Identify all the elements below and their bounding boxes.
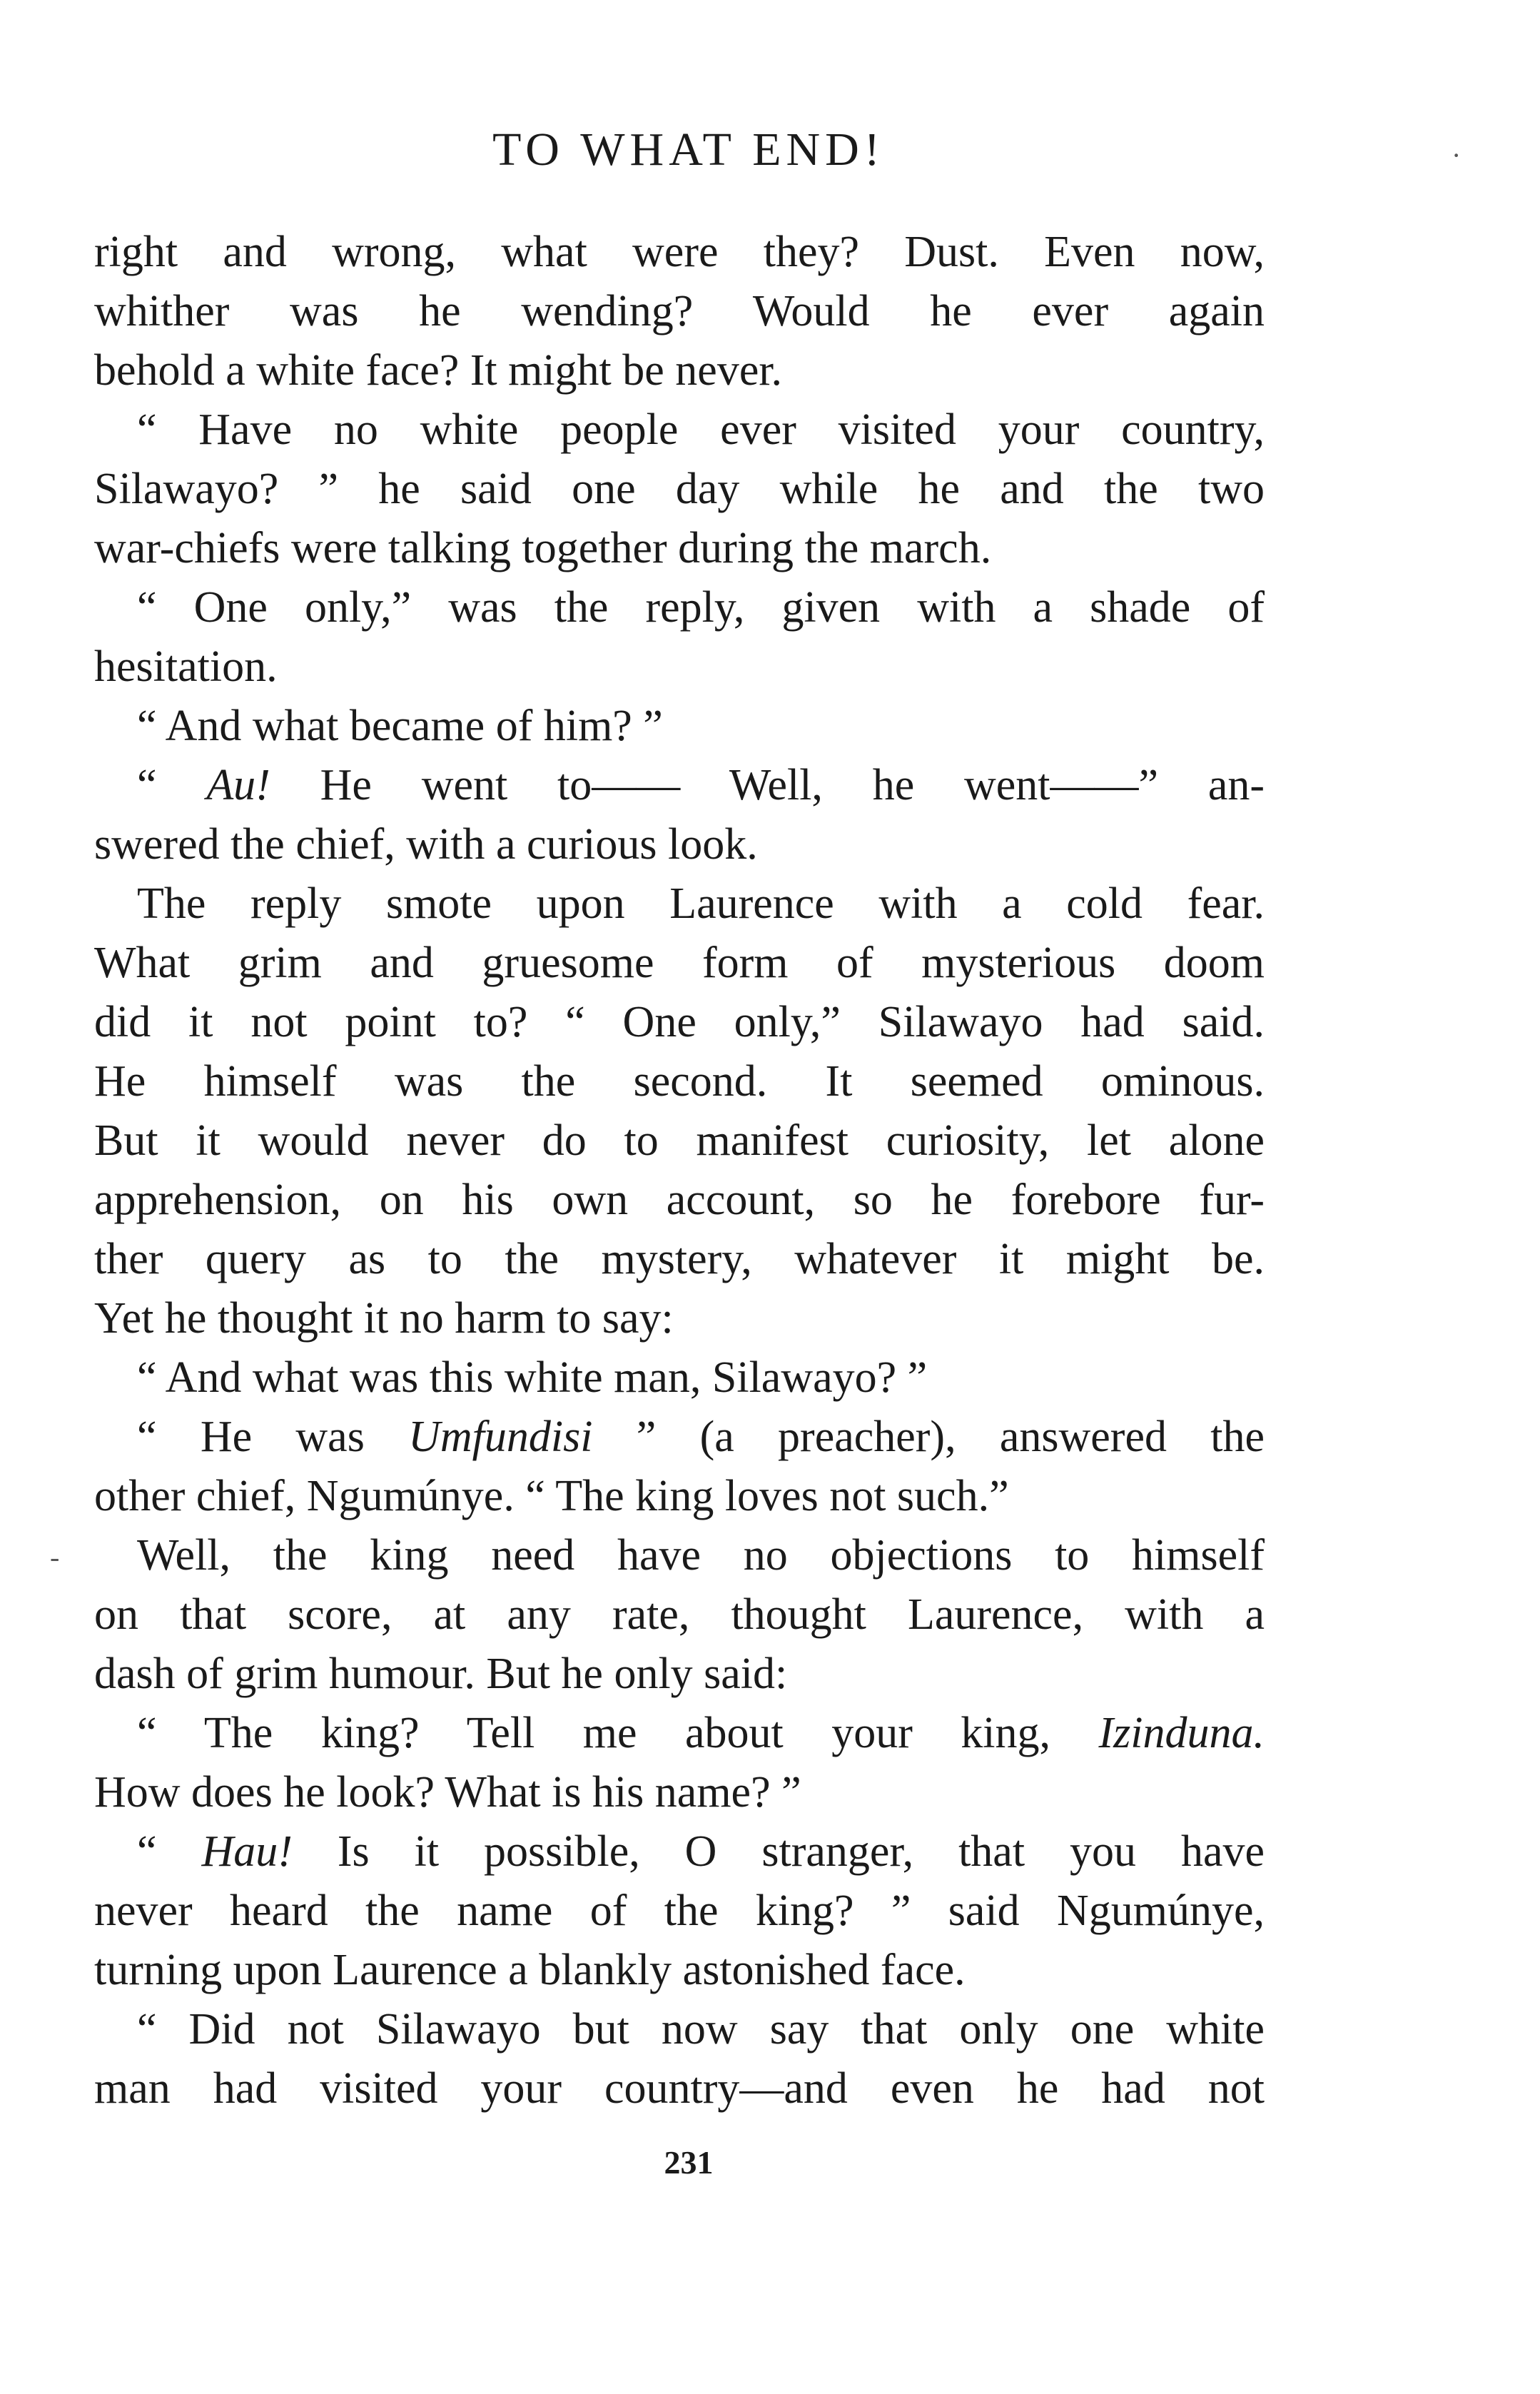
text-line: “ Hau! Is it possible, O stranger, that you have bbox=[137, 1827, 1265, 1876]
text-line: “ Did not Silawayo but now say that only one white bbox=[137, 2005, 1265, 2054]
text-line: “ And what was this white man, Silawayo? ” bbox=[137, 1353, 928, 1402]
text-line: behold a white face? It might be never. bbox=[94, 346, 783, 395]
text-line: man had visited your country—and even he had not bbox=[94, 2064, 1265, 2113]
text-line: on that score, at any rate, thought Laurence, with a bbox=[94, 1590, 1265, 1639]
text-line: “ Have no white people ever visited your country, bbox=[137, 405, 1265, 454]
text-line: war-chiefs were talking together during the march. bbox=[94, 524, 992, 572]
text-line: He himself was the second. It seemed ominous. bbox=[94, 1057, 1265, 1106]
text-line: Silawayo? ” he said one day while he and the two bbox=[94, 465, 1265, 513]
text-line: “ Au! He went to—— Well, he went——” an- bbox=[137, 761, 1265, 809]
text-line: But it would never do to manifest curiosity, let alone bbox=[94, 1116, 1265, 1165]
text-line: swered the chief, with a curious look. bbox=[94, 820, 758, 869]
text-line: dash of grim humour. But he only said: bbox=[94, 1650, 788, 1698]
body-text bbox=[94, 223, 1265, 2118]
page-number: 231 bbox=[664, 2144, 714, 2181]
scan-speck-mark: · bbox=[1452, 139, 1462, 171]
text-line: other chief, Ngumúnye. “ The king loves not such.” bbox=[94, 1472, 1009, 1520]
running-head: TO WHAT END! bbox=[492, 123, 885, 176]
text-line: Well, the king need have no objections to himself bbox=[137, 1531, 1265, 1580]
text-line: “ He was Umfundisi ” (a preacher), answered the bbox=[137, 1413, 1265, 1461]
text-line: whither was he wending? Would he ever again bbox=[94, 287, 1265, 335]
text-line: never heard the name of the king? ” said Ngumúnye, bbox=[94, 1887, 1265, 1935]
text-line: turning upon Laurence a blankly astonished face. bbox=[94, 1946, 966, 1994]
text-line: “ One only,” was the reply, given with a shade of bbox=[137, 583, 1265, 632]
text-line: “ And what became of him? ” bbox=[137, 702, 663, 750]
text-line: What grim and gruesome form of mysterious doom bbox=[94, 939, 1265, 987]
text-line: did it not point to? “ One only,” Silawayo had said. bbox=[94, 998, 1265, 1046]
text-line: hesitation. bbox=[94, 642, 278, 691]
scan-speck-mark: - bbox=[50, 1541, 60, 1573]
text-line: “ The king? Tell me about your king, Izinduna. bbox=[137, 1709, 1265, 1757]
text-line: Yet he thought it no harm to say: bbox=[94, 1294, 674, 1343]
text-line: ther query as to the mystery, whatever it might be. bbox=[94, 1235, 1265, 1283]
text-line: How does he look? What is his name? ” bbox=[94, 1768, 801, 1817]
text-line: The reply smote upon Laurence with a cold fear. bbox=[137, 879, 1265, 928]
text-line: right and wrong, what were they? Dust. Even now, bbox=[94, 228, 1265, 276]
text-line: apprehension, on his own account, so he forebore fur- bbox=[94, 1176, 1265, 1224]
